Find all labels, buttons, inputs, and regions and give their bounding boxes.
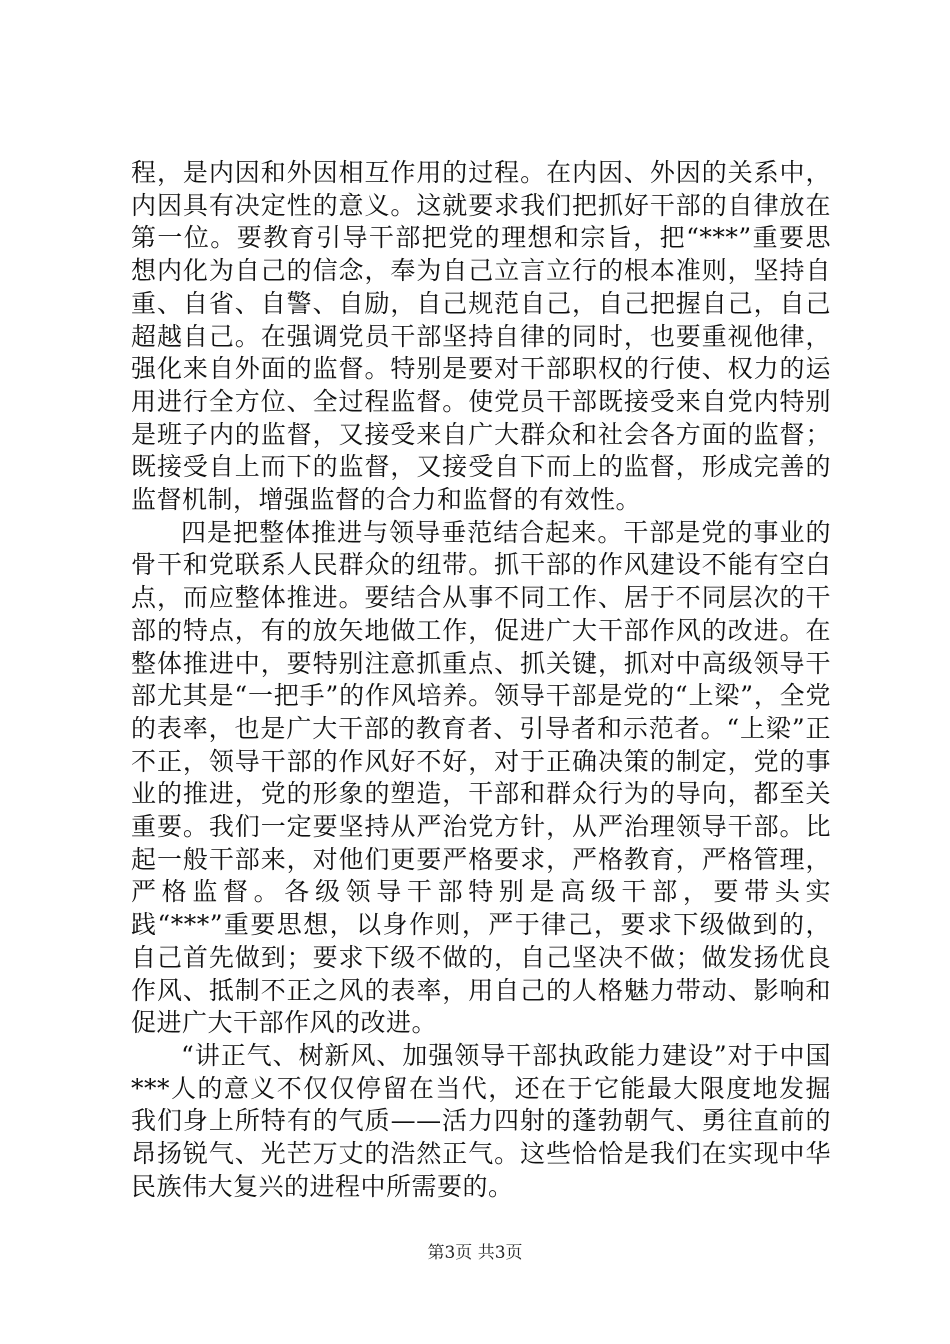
document-body xyxy=(131,157,831,1204)
paragraph-continuation: 程，是内因和外因相互作用的过程。在内因、外因的关系中，内因具有决定性的意义。这就要求我们把抓好干部的自律放在第一位。要教育引导干部把党的理想和宗旨，把“***”重要思想内化为自己的信念，奉为自己立言立行的根本准则，坚持自重、自省、自警、自励，自己规范自己，自己把握自己，自己超越自己。在强调党员干部坚持自律的同时，也要重视他律，强化来自外面的监督。特别是要对干部职权的行使、权力的运用进行全方位、全过程监督。使党员干部既接受来自党内特别是班子内的监督，又接受来自广大群众和社会各方面的监督；既接受自上而下的监督，又接受自下而上的监督，形成完善的监督机制，增强监督的合力和监督的有效性。 xyxy=(131,158,831,515)
page-number-footer: 第3页 共3页 xyxy=(427,1243,523,1263)
paragraph-conclusion: “讲正气、树新风、加强领导干部执政能力建设”对于中国***人的意义不仅仅停留在当代，还在于它能最大限度地发掘我们身上所特有的气质——活力四射的蓬勃朝气、勇往直前的昂扬锐气、光芒万丈的浩然正气。这些恰恰是我们在实现中华民族伟大复兴的进程中所需要的。 xyxy=(131,1040,831,1201)
paragraph-point-four: 四是把整体推进与领导垂范结合起来。干部是党的事业的骨干和党联系人民群众的纽带。抓干部的作风建设不能有空白点，而应整体推进。要结合从事不同工作、居于不同层次的干部的特点，有的放矢地做工作，促进广大干部作风的改进。在整体推进中，要特别注意抓重点、抓关键，抓对中高级领导干部尤其是“一把手”的作风培养。领导干部是党的“上梁”，全党的表率，也是广大干部的教育者、引导者和示范者。“上梁”正不正，领导干部的作风好不好，对于正确决策的制定，党的事业的推进，党的形象的塑造，干部和群众行为的导向，都至关重要。我们一定要坚持从严治党方针，从严治理领导干部。比起一般干部来，对他们更要严格要求，严格教育，严格管理，严格监督。各级领导干部特别是高级干部，要带头实践“***”重要思想，以身作则，严于律己，要求下级做到的，自己首先做到；要求下级不做的，自己坚决不做；做发扬优良作风、抵制不正之风的表率，用自己的人格魅力带动、影响和促进广大干部作风的改进。 xyxy=(131,517,831,1038)
